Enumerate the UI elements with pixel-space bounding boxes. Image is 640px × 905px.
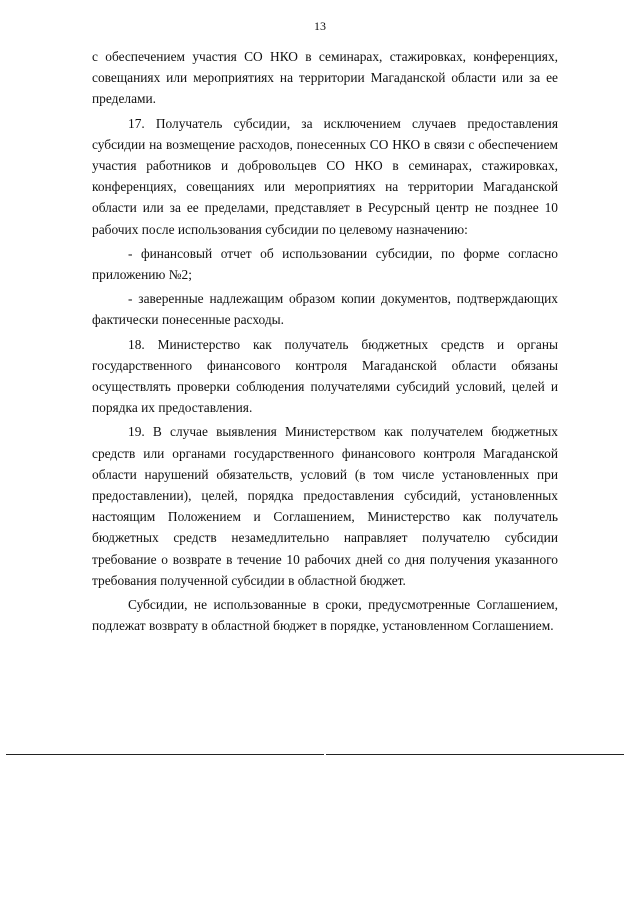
list-item-financial-report: - финансовый отчет об использовании субсидии, по форме согласно приложению №2; — [92, 245, 558, 283]
divider-line-left — [6, 754, 324, 755]
document-body — [92, 46, 558, 639]
paragraph-17: 17. Получатель субсидии, за исключением случаев предоставления субсидии на возмещение расходов, понесенных СО НКО в связи с обеспечением участия работников и добровольцев СО НКО в семинарах, стажировках, конференциях, совещаниях или мероприятиях на территории Магаданской области или за ее пределами, представляет в Ресурсный центр не позднее 10 рабочих после использования субсидии по целевому назначению: — [92, 115, 558, 237]
paragraph-continuation: с обеспечением участия СО НКО в семинарах, стажировках, конференциях, совещаниях или мероприятиях на территории Магаданской области или за ее пределами. — [92, 49, 558, 107]
divider-line-right — [326, 754, 624, 755]
paragraph-19: 19. В случае выявления Министерством как получателем бюджетных средств или органами государственного финансового контроля Магаданской области нарушений обязательств, условий (в том числе установленных при предоставлении), целей, порядка предоставления субсидий, установленных настоящим Положением и Соглашением, Министерство как получатель бюджетных средств незамедлительно направляет получателю субсидии требование о возврате в течение 10 рабочих дней со дня получения указанного требования полученной субсидии в областной бюджет. — [92, 424, 558, 588]
list-item-certified-copies: - заверенные надлежащим образом копии документов, подтверждающих фактически понесенные расходы. — [92, 291, 558, 328]
paragraph-18: 18. Министерство как получатель бюджетных средств и органы государственного финансового контроля Магаданской области обязаны осуществлять проверки соблюдения получателями субсидий условий, целей и порядка их предоставления. — [92, 336, 558, 416]
page-number: 13 — [314, 19, 326, 33]
paragraph-unused-subsidies: Субсидии, не использованные в сроки, предусмотренные Соглашением, подлежат возврату в областной бюджет в порядке, установленном Соглашением. — [92, 597, 558, 634]
